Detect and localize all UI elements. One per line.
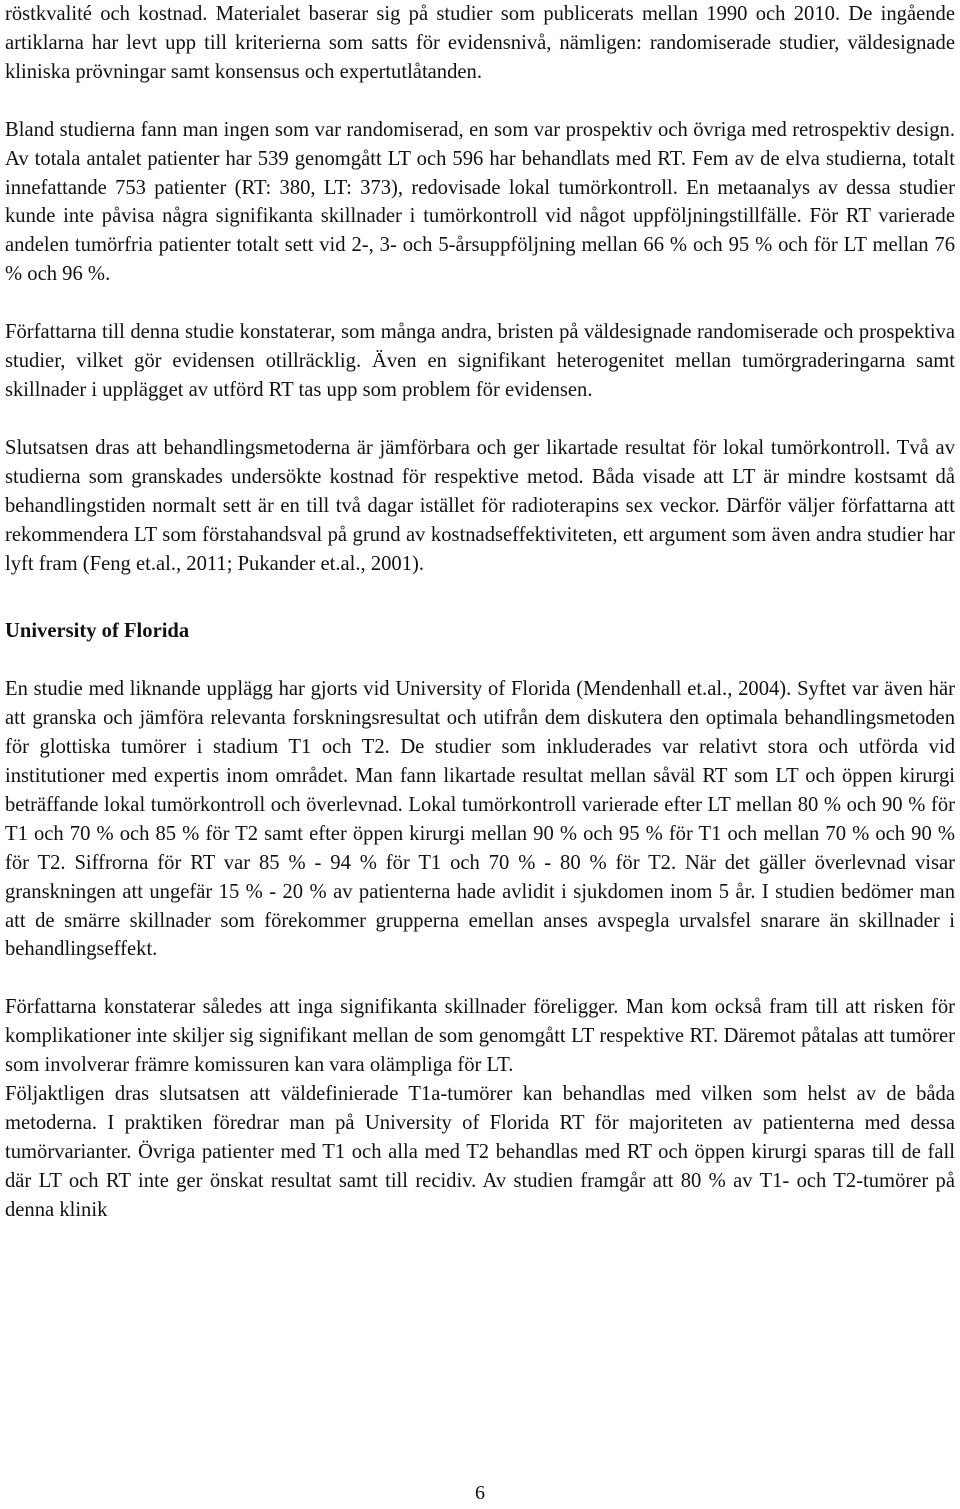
paragraph-study-results: Bland studierna fann man ingen som var randomiserad, en som var prospektiv och övriga med retrospektiv design. Av totala antalet patienter har 539 genomgått LT och 596 har behandlats med RT. Fem av de elva studierna, totalt innefattande 753 patienter (RT: 380, LT: 373), redovisade lokal tumörkontroll. En metaanalys av dessa studier kunde inte påvisa några signifikanta skillnader i tumörkontroll vid något uppföljningstillfälle. För RT varierade andelen tumörfria patienter totalt sett vid 2-, 3- och 5-årsuppföljning mellan 66 % och 95 % och för LT mellan 76 % och 96 %. <box>5 118 955 286</box>
paragraph-materials: röstkvalité och kostnad. Materialet baserar sig på studier som publicerats mellan 1990 och 2010. De ingående artiklarna har levt upp till kriterierna som satts för evidensnivå, nämligen: randomiserade studier, väldesignade kliniska prövningar samt konsensus och expertutlåtanden. <box>5 3 955 83</box>
paragraph-florida-findings: Författarna konstaterar således att inga signifikanta skillnader föreligger. Man kom också fram till att risken för komplikationer inte skiljer sig signifikant mellan de som genomgått LT respektive RT. Däremot påtalas att tumörer som involverar främre komissuren kan vara olämpliga för LT. <box>5 996 955 1077</box>
section-heading: University of Florida <box>5 620 190 643</box>
paragraph-florida-study: En studie med liknande upplägg har gjorts vid University of Florida (Mendenhall et.al., 2004). Syftet var även här att granska och jämföra relevanta forskningsresultat och utifrån dem diskutera den optimala behandlingsmetoden för glottiska tumörer i stadium T1 och T2. De studier som inkluderades var relativt stora och utförda vid institutioner med expertis inom området. Man fann likartade resultat mellan såväl RT som LT och öppen kirurgi beträffande lokal tumörkontroll och överlevnad. Lokal tumörkontroll varierade efter LT mellan 80 % och 90 % för T1 och 70 % och 85 % för T2 samt efter öppen kirurgi mellan 90 % och 95 % för T1 och mellan 70 % och 90 % för T2. Siffrorna för RT var 85 % - 94 % för T1 och 70 % - 80 % för T2. När det gäller överlevnad visar granskningen att ungefär 15 % - 20 % av patienterna hade avlidit i sjukdomen inom 5 år. I studien bedömer man att de smärre skillnader som förekommer grupperna emellan anses avspegla urvalsfel snarare än skillnader i behandlingseffekt. <box>5 678 955 961</box>
page-number: 6 <box>475 1482 485 1504</box>
document-page <box>5 0 955 1225</box>
paragraph-evidence-critique: Författarna till denna studie konstaterar, som många andra, bristen på väldesignade randomiserade och prospektiva studier, vilket gör evidensen otillräcklig. Även en signifikant heterogenitet mellan tumörgraderingarna samt skillnader i upplägget av utförd RT tas upp som problem för evidensen. <box>5 321 955 401</box>
paragraph-florida-conclusion: Följaktligen dras slutsatsen att väldefinierade T1a-tumörer kan behandlas med vilken som helst av de båda metoderna. I praktiken föredrar man på University of Florida RT för majoriteten av patienterna med dessa tumörvarianter. Övriga patienter med T1 och alla med T2 behandlas med RT och öppen kirurgi sparas till de fall där LT och RT inte ger önskat resultat samt till recidiv. Av studien framgår att 80 % av T1- och T2-tumörer på denna klinik <box>5 1083 955 1221</box>
paragraph-conclusion: Slutsatsen dras att behandlingsmetoderna är jämförbara och ger likartade resultat för lokal tumörkontroll. Två av studierna som granskades undersökte kostnad för respektive metod. Båda visade att LT är mindre kostsamt då behandlingstiden normalt sett är en till två dagar istället för radioterapins sex veckor. Därför väljer författarna att rekommendera LT som förstahandsval på grund av kostnadseffektiviteten, ett argument som även andra studier har lyft fram (Feng et.al., 2011; Pukander et.al., 2001). <box>5 436 955 575</box>
